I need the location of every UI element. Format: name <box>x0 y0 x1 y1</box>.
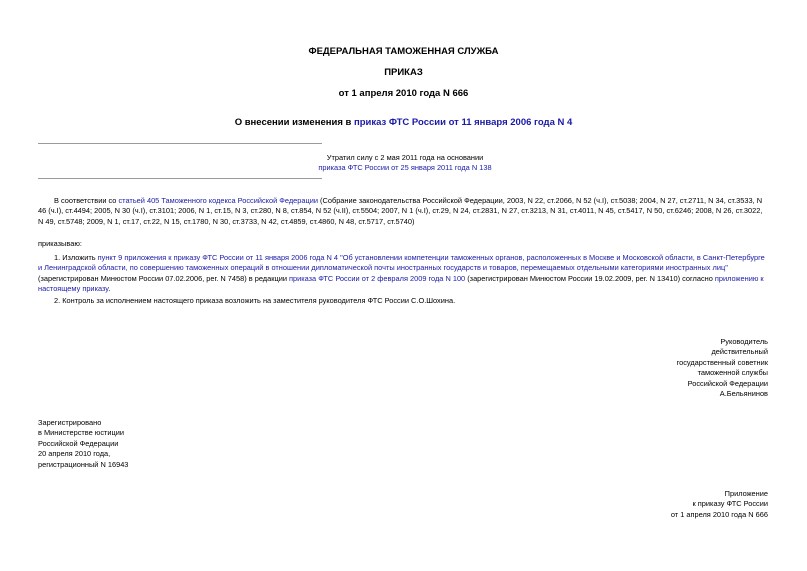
registration-block <box>38 418 238 470</box>
registration-line: регистрационный N 16943 <box>38 459 129 469</box>
signature-line: А.Бельянинов <box>719 389 768 399</box>
item1-link-appendix[interactable]: приложению к настоящему приказу <box>38 273 764 294</box>
item1-text-2: (зарегистрирован Минюстом России 07.02.2006, рег. N 7458) в редакции <box>38 273 289 283</box>
item1-link-point9[interactable]: пункт 9 приложения к приказу ФТС России от 11 января 2006 года N 4 "Об установлении компетенции таможенных органов, расположенных в Москве и Московской области, в Санкт-Петербурге и Ленинградской области, по совершению таможенных операций в отношении дипломатической почты иностранных государств и товаров, перемещаемых отдельными категориями иностранных лиц" <box>38 253 765 273</box>
status-note <box>300 153 510 174</box>
signature-line: Руководитель <box>720 337 768 346</box>
order-item-2: 2. Контроль за исполнением настоящего приказа возложить на заместителя руководителя ФТС России С.О.Шохина. <box>54 296 456 305</box>
bottom-divider <box>38 178 322 179</box>
status-line: Утратил силу с 2 мая 2011 года на основании <box>326 153 484 162</box>
item1-text-4: . <box>108 284 111 294</box>
signature-line: таможенной службы <box>697 368 768 378</box>
top-divider <box>38 143 322 144</box>
item1-link-order100[interactable]: приказа ФТС России от 2 февраля 2009 года N 100 <box>289 273 466 283</box>
item1-text-3: (зарегистрирован Минюстом России 19.02.2009, рег. N 13410) согласно <box>465 273 715 283</box>
appendix-block <box>560 489 768 520</box>
item1-text-1: 1. Изложить <box>54 253 98 262</box>
title-link[interactable]: приказ ФТС России от 11 января 2006 года N 4 <box>353 117 573 128</box>
agency-name: ФЕДЕРАЛЬНАЯ ТАМОЖЕННАЯ СЛУЖБА <box>308 46 499 57</box>
registration-line: Российской Федерации <box>38 438 119 448</box>
preamble-paragraph <box>38 196 768 227</box>
document-title <box>0 117 807 128</box>
order-item-1 <box>38 253 768 295</box>
appendix-line: от 1 апреля 2010 года N 666 <box>670 509 768 519</box>
signature-line: Российской Федерации <box>687 378 768 388</box>
appendix-line: к приказу ФТС России <box>692 499 768 509</box>
signature-block <box>560 337 768 399</box>
registration-line: в Министерстве юстиции <box>38 428 125 438</box>
document-type: ПРИКАЗ <box>384 67 423 78</box>
title-prefix: О внесении изменения в <box>234 117 354 128</box>
status-link[interactable]: приказа ФТС России от 25 января 2011 года N 138 <box>318 163 492 173</box>
signature-line: действительный <box>711 347 768 357</box>
preamble-text-1: В соответствии со <box>54 196 119 205</box>
preamble-text-2: (Собрание законодательства Российской Федерации, 2003, N 22, ст.2066, N 52 (ч.I), ст.5038; 2004, N 27, ст.2711, N 34, ст.3533, N 46 (ч.I), ст.4494; 2005, N 30 (ч.I), ст.3101; 2006, N 1, ст.15, N 3, ст.280, N 8, ст.854, N 52 (ч.II), ст.5504; 2007, N 1 (ч.I), ст.29, N 24, ст.2831, N 27, ст.3213, N 31, ст.4011, N 45, ст.5417, N 50, ст.6246; 2008, N 26, ст.3022, N 49, ст.5748; 2009, N 1, ст.17, ст.22, N 15, ст.1780, N 30, ст.3733, N 42, ст.4859, ст.4860, N 48, ст.5717, ст.5740) <box>38 196 763 226</box>
appendix-line: Приложение <box>724 489 768 498</box>
signature-line: государственный советник <box>676 357 768 367</box>
document-date-number: от 1 апреля 2010 года N 666 <box>338 88 469 99</box>
registration-line: Зарегистрировано <box>38 418 102 427</box>
preamble-link[interactable]: статьей 405 Таможенного кодекса Российской Федерации <box>118 196 318 205</box>
registration-line: 20 апреля 2010 года, <box>38 449 111 459</box>
order-word: приказываю: <box>38 239 82 248</box>
